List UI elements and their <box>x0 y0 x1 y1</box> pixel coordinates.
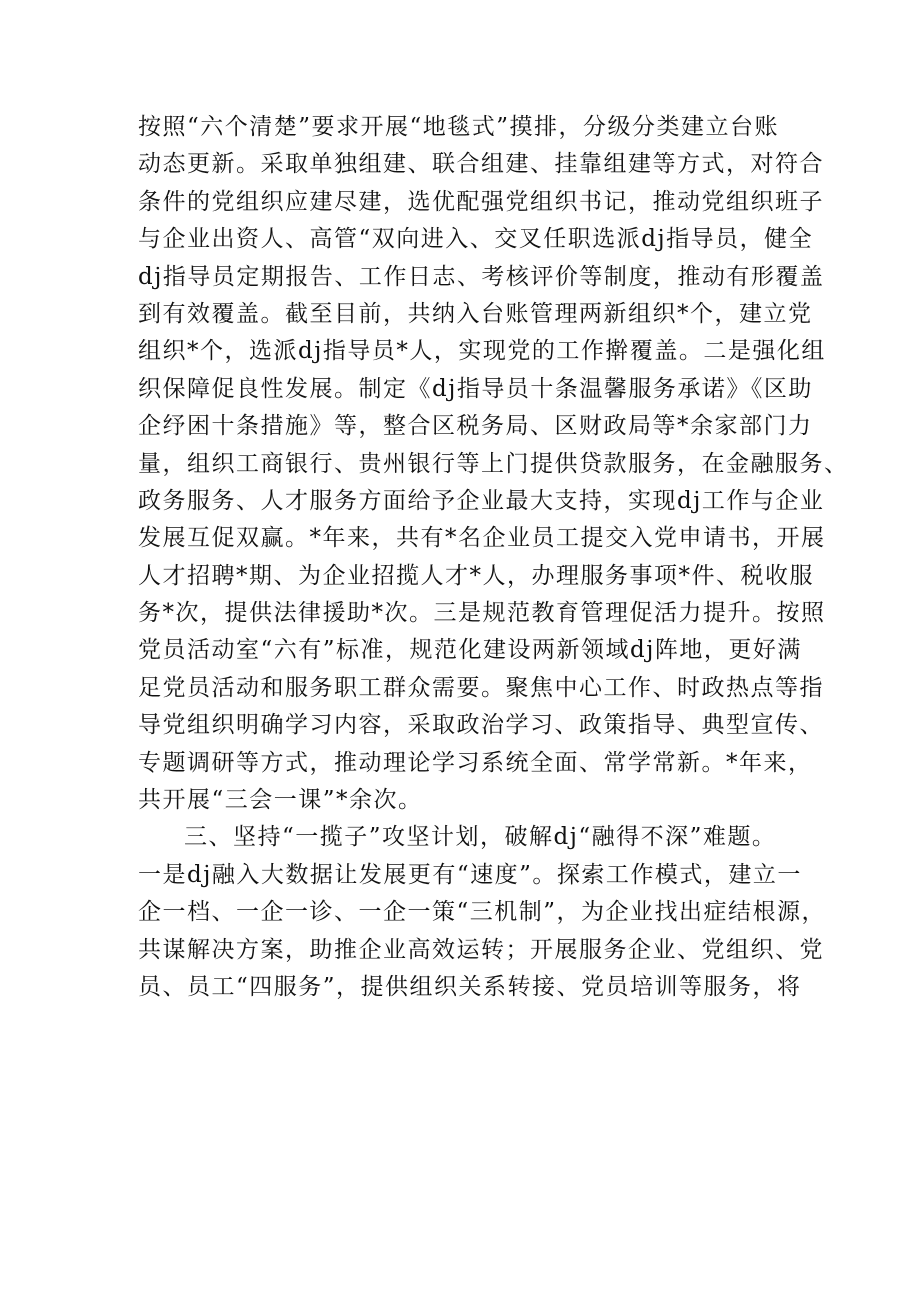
text-line: 员、员工“四服务”，提供组织关系转接、党员培训等服务，将 <box>138 973 802 1000</box>
text-line: dj指导员定期报告、工作日志、考核评价等制度，推动有形覆盖 <box>138 263 825 290</box>
text-line: 发展互促双赢。*年来，共有*名企业员工提交入党申请书，开展 <box>138 525 826 552</box>
text-line: 一是dj融入大数据让发展更有“速度”。探索工作模式，建立一 <box>138 861 802 888</box>
text-line: 企纾困十条措施》等，整合区税务局、区财政局等*余家部门力 <box>138 413 813 440</box>
text-line: 足党员活动和服务职工群众需要。聚焦中心工作、时政热点等指 <box>138 674 824 701</box>
text-line: 共开展“三会一课”*余次。 <box>138 787 423 814</box>
text-line: 到有效覆盖。截至目前，共纳入台账管理两新组织*个，建立党 <box>138 300 813 327</box>
text-line: 与企业出资人、高管“双向进入、交叉任职选派dj指导员，健全 <box>138 226 814 253</box>
text-line: 政务服务、人才服务方面给予企业最大支持，实现dj工作与企业 <box>138 487 825 514</box>
text-line: 党员活动室“六有”标准，规范化建设两新领域dj阵地，更好满 <box>138 637 802 664</box>
text-line: 织保障促良性发展。制定《dj指导员十条温馨服务承诺》《区助 <box>138 375 813 402</box>
body-text <box>138 109 849 1006</box>
text-line: 人才招聘*期、为企业招揽人才*人，办理服务事项*件、税收服 <box>138 562 814 589</box>
text-line: 条件的党组织应建尽建，选优配强党组织书记，推动党组织班子 <box>138 188 824 215</box>
text-line: 按照“六个清楚”要求开展“地毯式”摸排，分级分类建立台账 <box>138 114 780 140</box>
text-line: 组织*个，选派dj指导员*人，实现党的工作擀覆盖。二是强化组 <box>138 338 826 365</box>
text-line: 专题调研等方式，推动理论学习系统全面、常学常新。*年来， <box>138 749 813 776</box>
section-heading-line: 三、坚持“一揽子”攻坚计划，破解dj“融得不深”难题。 <box>184 824 777 851</box>
text-line: 务*次，提供法律援助*次。三是规范教育管理促活力提升。按照 <box>138 600 826 627</box>
text-line: 量，组织工商银行、贵州银行等上门提供贷款服务，在金融服务、 <box>138 450 849 477</box>
text-line: 企一档、一企一诊、一企一策“三机制”，为企业找出症结根源， <box>138 899 827 926</box>
text-line: 动态更新。采取单独组建、联合组建、挂靠组建等方式，对符合 <box>138 151 824 178</box>
text-line: 共谋解决方案，助推企业高效运转；开展服务企业、党组织、党 <box>138 936 824 963</box>
text-line: 导党组织明确学习内容，采取政治学习、政策指导、典型宣传、 <box>138 712 824 739</box>
